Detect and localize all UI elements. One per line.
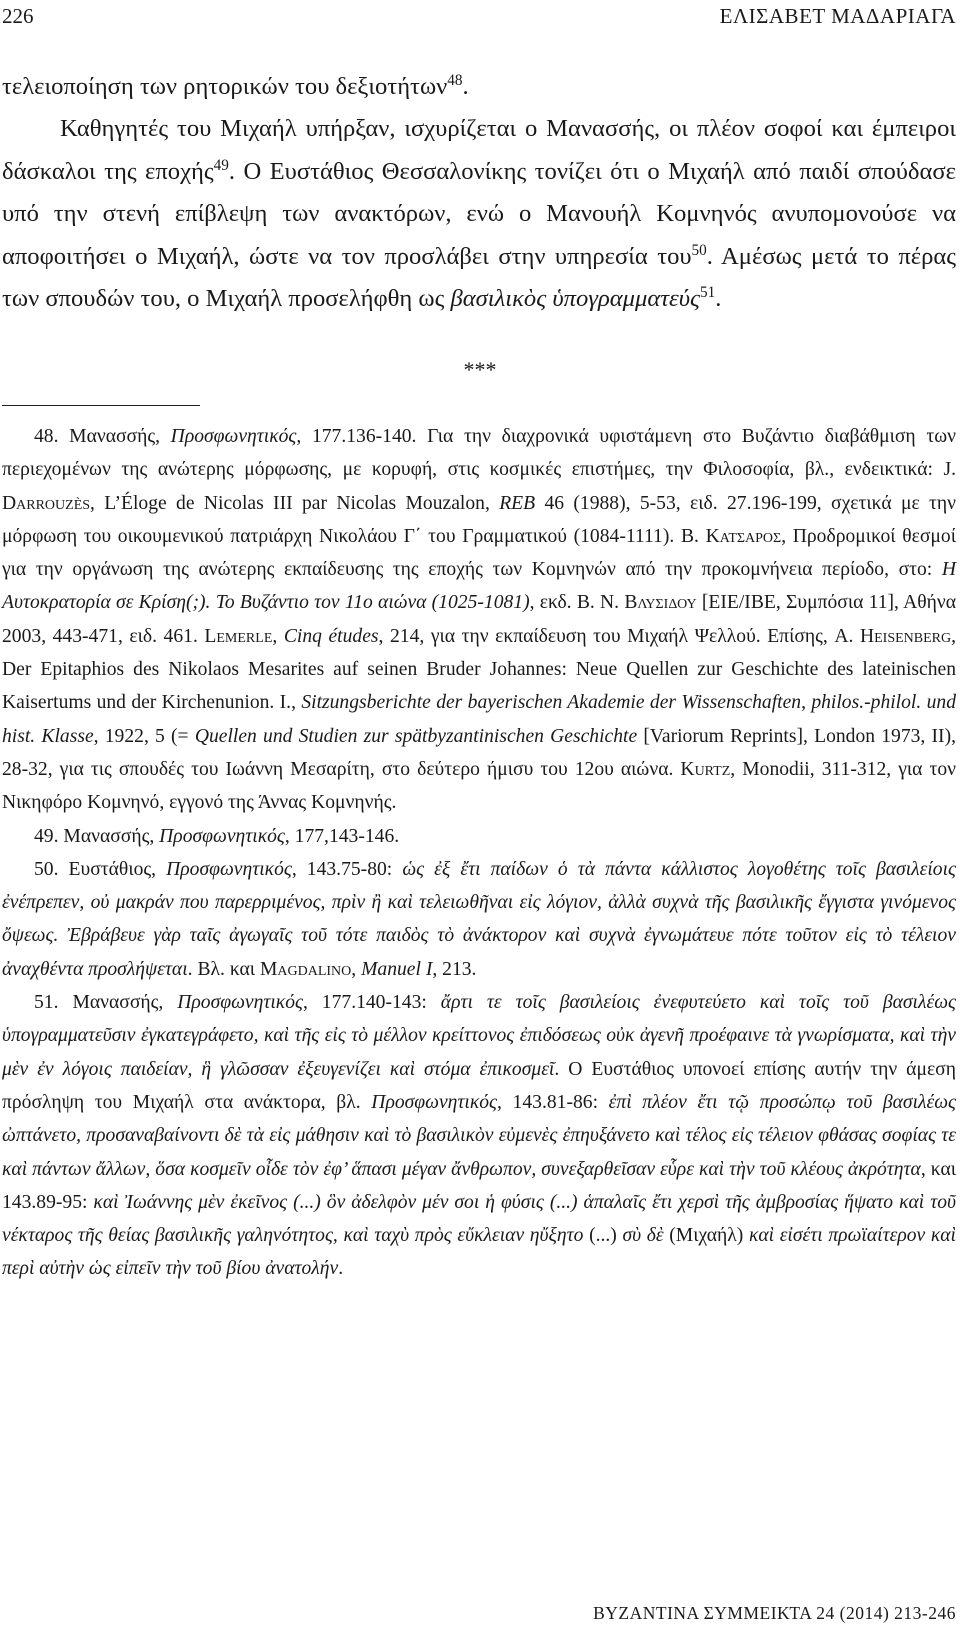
footnote-51: 51. Μανασσής, Προσφωνητικός, 177.140-143: ἄρτι τε τοῖς βασιλείοις ἐνεφυτεύετο καὶ τοῖς τοῦ βασιλέως ὑπογραμματεῦσιν ἐγκατεγράφετο, καὶ τῆς εἰς τὸ μέλλον κρείττονος ἐπιδόσεως οὐκ ἀγενῆ προέφαινε τὰ γνωρίσματα, καὶ τὴν μὲν ἐν λόγοις παιδείαν, ἣ γλῶσσαν ἐξευγενίζει καὶ στόμα ἐπικοσμεῖ. Ο Ευστάθιος υπονοεί επίσης αυτήν την άμεση πρόσληψη του Μιχαήλ στα ανάκτορα, βλ. Προσφωνητικός, 143.81-86: ἐπὶ πλέον ἔτι τῷ προσώπῳ τοῦ βασιλέως ὠπτάνετο, προσαναβαίνοντι δὲ τὰ εἰς μάθησιν καὶ τὸ βασιλικὸν εὐμενὲς ἐπηυξάνετο καὶ τέλος εἰς τέλειον φθάσας σοφίας τε καὶ πάντων ἄλλων, ὅσα κοσμεῖν οἶδε τὸν ἐφ’ ἅπασι μέγαν ἄνθρωπον, συνεξαρθεῖσαν εὗρε καὶ τὴν τοῦ κλέους ἀκρότητα, και 143.89-95: καὶ Ἰωάννης μὲν ἐκεῖνος (...) ὃν ἀδελφὸν μέν σοι ἡ φύσις (...) ἁπαλαῖς ἔτι χερσὶ τῆς ἀμβροσίας ἥψατο καὶ τοῦ νέκταρος τῆς θείας βασιλικῆς γαληνότητος, καὶ ταχὺ πρὸς εὔκλειαν ηὔξητο (...) σὺ δὲ (Μιχαήλ) καὶ εἰσέτι πρωϊαίτερον καὶ περὶ αὐτὴν ὡς εἰπεῖν τὴν τοῦ βίου ἀνατολήν. bbox=[2, 992, 957, 1280]
footnote-50: 50. Ευστάθιος, Προσφωνητικός, 143.75-80: ὡς ἐξ ἔτι παίδων ὁ τὰ πάντα κάλλιστος λογοθέτης τοῖς βασιλείοις ἐνέπρεπεν, οὐ μακράν που παρερριμένος, πρὶν ἢ καὶ τελειωθῆναι εἰς λόγιον, ἀλλὰ συχνὰ τῆς βασιλικῆς ἔγγιστα γινόμενος ὄψεως. Ἐβράβευε γὰρ ταῖς ἀγωγαῖς τοῦ τότε παιδὸς τὸ ἀνάκτορον καὶ συχνὰ ἐγνωμάτευε πότε τοῦτον εἰς τὸ τέλειον ἀναχθέντα προσλήψεται. Βλ. και Magdalino, Manuel I, 213. bbox=[2, 858, 956, 980]
running-header bbox=[2, 4, 956, 34]
page-number: 226 bbox=[2, 4, 34, 28]
running-head-author: ΕΛΙΣΑΒΕΤ ΜΑΔΑΡΙΑΓΑ bbox=[719, 4, 956, 28]
paragraph: τελειοποίηση των ρητορικών του δεξιοτήτων$^{48}$. bbox=[2, 71, 469, 100]
footnote-ref[interactable]: 49 bbox=[213, 156, 229, 174]
footnote-49: 49. Μανασσής, Προσφωνητικός, 177,143-146. bbox=[34, 825, 400, 847]
footnote-ref[interactable]: 50 bbox=[691, 241, 707, 259]
footnotes bbox=[2, 420, 956, 1286]
footnote-ref[interactable]: 51 bbox=[700, 283, 716, 301]
footnote-ref[interactable]: 48 bbox=[447, 71, 463, 89]
paragraph: Καθηγητές του Μιχαήλ υπήρξαν, ισχυρίζεται ο Μανασσής, οι πλέον σοφοί και έμπειροι δάσκαλοι της εποχής$^{49}$. Ο Ευστάθιος Θεσσαλονίκης τονίζει ότι ο Μιχαήλ από παιδί σπούδασε υπό την στενή επίβλεψη των ανακτόρων, ενώ ο Μανουήλ Κομνηνός ανυπομονούσε να αποφοιτήσει ο Μιχαήλ, ώστε να τον προσλάβει στην υπηρεσία του$^{50}$. Αμέσως μετά το πέρας των σπουδών του, ο Μιχαήλ προσελήφθη ως βασιλικὸς ὑπογραμματεύς$^{51}$. bbox=[2, 115, 956, 313]
footnote-rule bbox=[2, 405, 200, 406]
section-separator: *** bbox=[463, 357, 497, 382]
journal-footer: BYZANTINA ΣΥΜΜΕΙΚΤΑ 24 (2014) 213-246 bbox=[593, 1603, 956, 1623]
footnote-48: 48. Μανασσής, Προσφωνητικός, 177.136-140. Για την διαχρονικά υφιστάμενη στο Βυζάντιο διαβάθμιση των περιεχομένων της ανώτερης μόρφωσης, με κορυφή, στις κοσμικές επιστήμες, την Φιλοσοφία, βλ., ενδεικτικά: J. Darrouzès, L’Éloge de Nicolas III par Nicolas Mouzalon, REB 46 (1988), 5-53, ειδ. 27.196-199, σχετικά με την μόρφωση του οικουμενικού πατριάρχη Νικολάου Γ΄ του Γραμματικού (1084-1111). Β. Κατσαρος, Προδρομικοί θεσμοί για την οργάνωση της ανώτερης εκπαίδευσης της εποχής των Κομνηνών από την προκομνήνεια περίοδο, στο: Η Αυτοκρατορία σε Κρίση(;). Το Βυζάντιο τον 11ο αιώνα (1025-1081), εκδ. Β. Ν. Βλυσιδου [ΕΙΕ/ΙΒΕ, Συμπόσια 11], Αθήνα 2003, 443-471, ειδ. 461. Lemerle, Cinq études, 214, για την εκπαίδευση του Μιχαήλ Ψελλού. Επίσης, A. Heisenberg, Der Epitaphios des Nikolaos Mesarites auf seinen Bruder Johannes: Neue Quellen zur Geschichte des lateinischen Kaisertums und der Kirchenunion. I., Sitzungsberichte der bayerischen Akademie der Wissenschaften, philos.-philol. und hist. Klasse, 1922, 5 (= Quellen und Studien zur spätbyzantinischen Geschichte [Variorum Reprints], London 1973, II), 28-32, για τις σπουδές του Ιωάννη Μεσαρίτη, στο δεύτερο ήμισυ του 12ου αιώνα. Kurtz, Monodii, 311-312, για τον Νικηφόρο Κομνηνό, εγγονό της Άννας Κομνηνής. bbox=[2, 426, 957, 814]
main-text bbox=[2, 66, 956, 320]
